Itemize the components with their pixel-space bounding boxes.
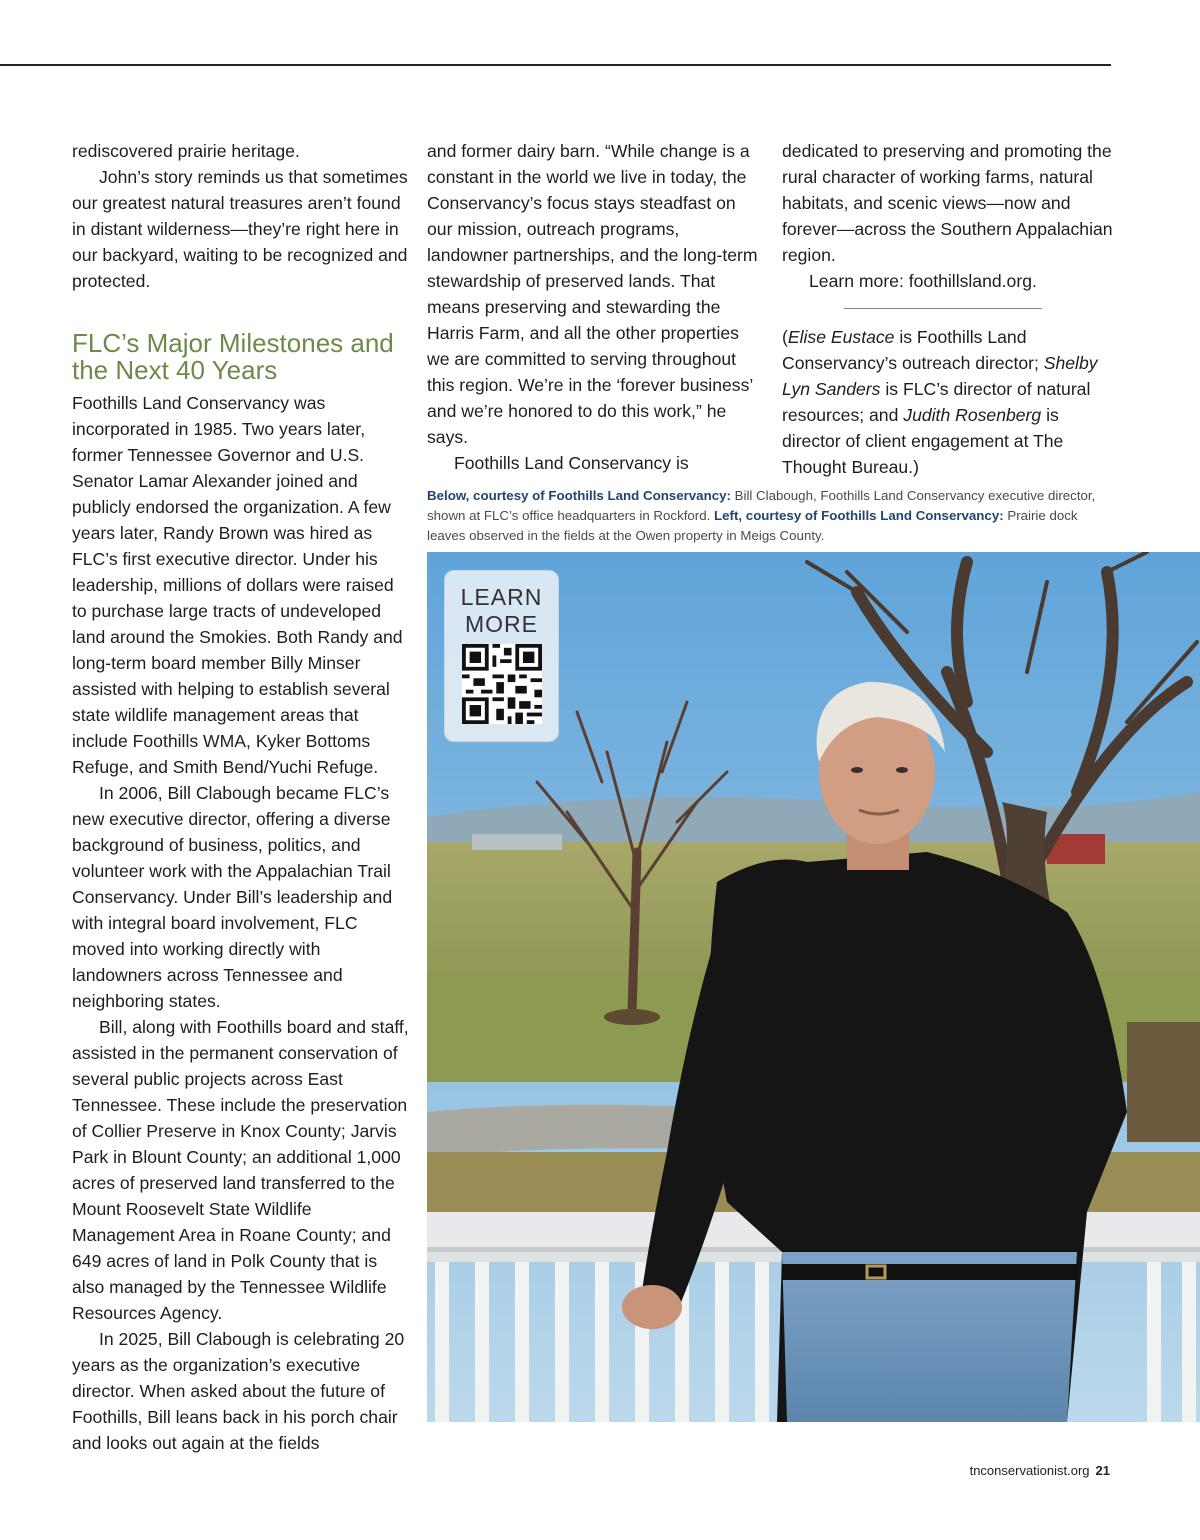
author-name: Judith Rosenberg	[903, 405, 1042, 425]
footer-site[interactable]: tnconservationist.org	[969, 1463, 1090, 1478]
author-bio: (Elise Eustace is Foothills Land Conservancy’s outreach director; Shelby Lyn Sanders is FLC’s director of natural resources; and Judith Rosenberg is director of client engagement at The Thought Bureau.)	[782, 327, 1098, 477]
page-footer	[970, 1463, 1110, 1478]
paragraph: and former dairy barn. “While change is a constant in the world we live in today, the Conservancy’s focus stays steadfast on our mission, outreach programs, landowner partnerships, and the long-term stewardship of preserved lands. That means preserving and stewarding the Harris Farm, and all the other properties we are committed to serving throughout this region. We’re in the ‘forever business’ and we’re honored to do this work,” he says.	[427, 141, 758, 447]
learn-more-line: Learn more: foothillsland.org.	[809, 271, 1037, 291]
page-number: 21	[1095, 1463, 1110, 1478]
qr-code-icon	[462, 644, 542, 724]
author-name: Shelby Lyn Sanders	[782, 353, 1098, 399]
qr-label: LEARN MORE	[460, 584, 543, 637]
photo-credit: Left, courtesy of Foothills Land Conservancy:	[714, 508, 1004, 523]
article-column-2	[427, 138, 762, 476]
paragraph: dedicated to preserving and promoting the rural character of working farms, natural habitats, and scenic views—now and forever—across the Southern Appalachian region.	[782, 141, 1113, 265]
top-rule	[0, 64, 1111, 66]
photo-credit: Below, courtesy of Foothills Land Conservancy:	[427, 488, 731, 503]
qr-code-callout[interactable]	[444, 570, 559, 742]
section-heading: FLC’s Major Milestones and the Next 40 Years	[72, 328, 394, 385]
paragraph: Bill, along with Foothills board and staff, assisted in the permanent conservation of several public projects across East Tennessee. These include the preservation of Collier Preserve in Knox County; Jarvis Park in Blount County; an additional 1,000 acres of preserved land transferred to the Mount Roosevelt State Wildlife Management Area in Roane County; and 649 acres of land in Polk County that is also managed by the Tennessee Wildlife Resources Agency.	[72, 1017, 409, 1323]
paragraph: rediscovered prairie heritage.	[72, 141, 300, 161]
divider	[844, 308, 1042, 309]
article-column-1	[72, 138, 410, 1456]
paragraph: In 2025, Bill Clabough is celebrating 20 years as the organization’s executive director. When asked about the future of Foothills, Bill leans back in his porch chair and looks out again at the fields	[72, 1329, 405, 1453]
paragraph: Foothills Land Conservancy is	[454, 453, 689, 473]
paragraph: Foothills Land Conservancy was incorporated in 1985. Two years later, former Tennessee Governor and U.S. Senator Lamar Alexander joined and publicly endorsed the organization. A few years later, Randy Brown was hired as FLC’s first executive director. Under his leadership, millions of dollars were raised to purchase large tracts of undeveloped land around the Smokies. Both Randy and long-term board member Billy Minser assisted with helping to establish several state wildlife management areas that include Foothills WMA, Kyker Bottoms Refuge, and Smith Bend/Yuchi Refuge.	[72, 393, 403, 777]
photo-caption: Below, courtesy of Foothills Land Conservancy: Bill Clabough, Foothills Land Conservancy executive director, shown at FLC’s office headquarters in Rockford. Left, courtesy of Foothills Land Conservancy: Prairie dock leaves observed in the fields at the Owen property in Meigs County.	[427, 488, 1096, 543]
author-name: Elise Eustace	[787, 327, 895, 347]
paragraph: John’s story reminds us that sometimes our greatest natural treasures aren’t found in distant wilderness—they’re right here in our backyard, waiting to be recognized and protected.	[72, 167, 408, 291]
article-column-3	[782, 138, 1120, 480]
paragraph: In 2006, Bill Clabough became FLC’s new executive director, offering a diverse background of business, politics, and volunteer work with the Appalachian Trail Conservancy. Under Bill’s leadership and with integral board involvement, FLC moved into working directly with landowners across Tennessee and neighboring states.	[72, 783, 393, 1011]
